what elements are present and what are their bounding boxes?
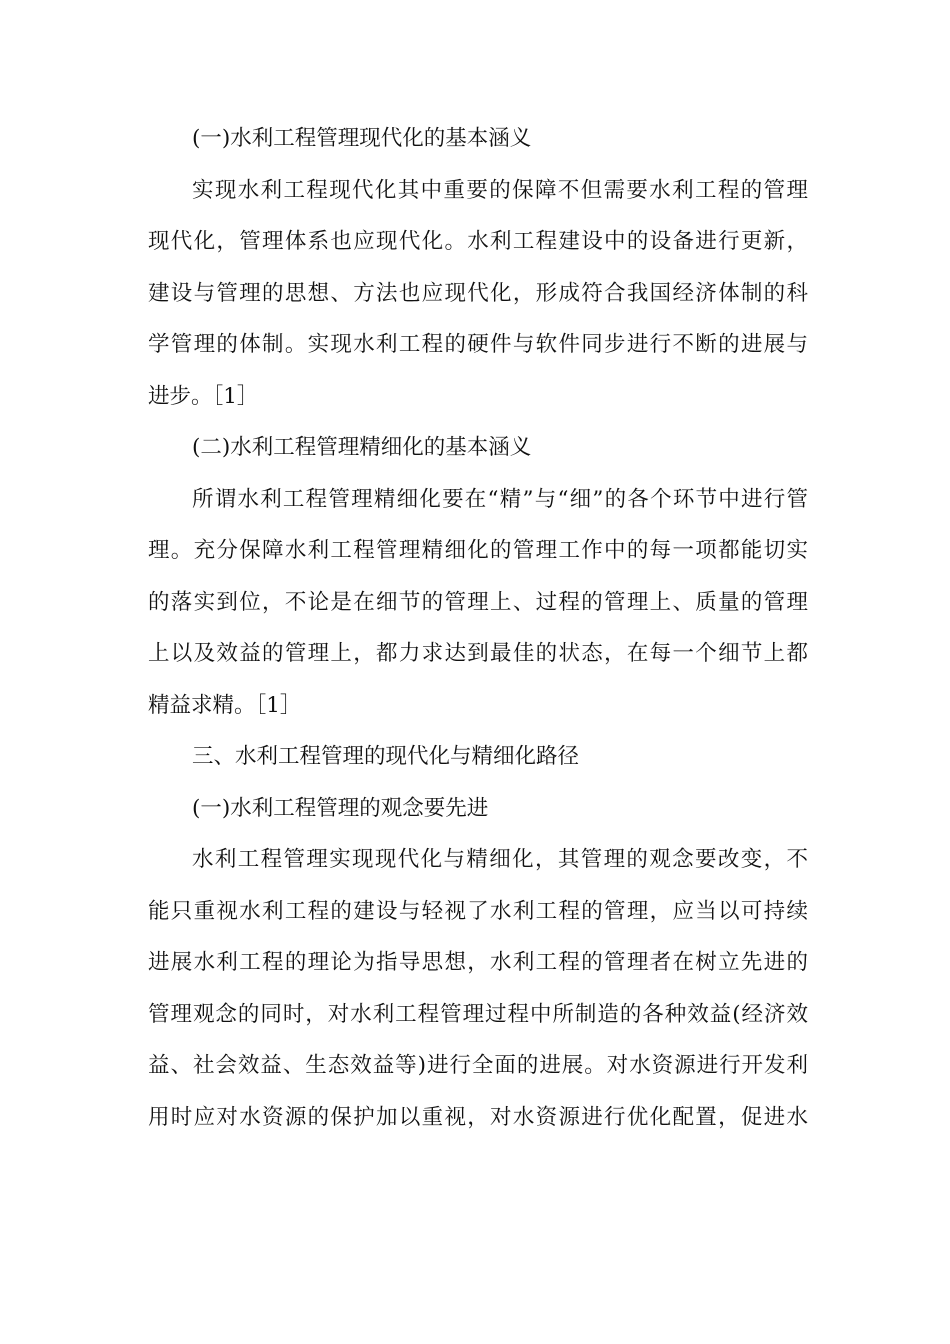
paragraph-line: 实现水利工程现代化其中重要的保障不但需要水利工程的管理 (192, 177, 808, 203)
paragraph-line: 管理观念的同时，对水利工程管理过程中所制造的各种效益(经济效 (148, 1001, 808, 1027)
section-heading-refinement-meaning: (二)水利工程管理精细化的基本涵义 (192, 435, 532, 460)
paragraph-line: 上以及效益的管理上，都力求达到最佳的状态，在每一个细节上都 (148, 641, 808, 666)
paragraph-line: 的落实到位，不论是在细节的管理上、过程的管理上、质量的管理 (148, 589, 808, 615)
paragraph-line: 建设与管理的思想、方法也应现代化，形成符合我国经济体制的科 (148, 280, 808, 306)
paragraph-line: 现代化，管理体系也应现代化。水利工程建设中的设备进行更新， (148, 229, 808, 254)
paragraph-line: 用时应对水资源的保护加以重视，对水资源进行优化配置，促进水 (148, 1104, 808, 1130)
section-heading-modernization-meaning: (一)水利工程管理现代化的基本涵义 (192, 126, 532, 151)
paragraph-line: 学管理的体制。实现水利工程的硬件与软件同步进行不断的进展与 (148, 332, 808, 357)
paragraph-line: 所谓水利工程管理精细化要在“精”与“细”的各个环节中进行管 (192, 486, 808, 512)
paragraph-line: 进步。［1］ (148, 383, 259, 409)
paragraph-line: 进展水利工程的理论为指导思想，水利工程的管理者在树立先进的 (148, 950, 808, 975)
paragraph-line: 益、社会效益、生态效益等)进行全面的进展。对水资源进行开发利 (148, 1053, 808, 1078)
paragraph-line: 精益求精。［1］ (148, 692, 302, 718)
paragraph-line: 能只重视水利工程的建设与轻视了水利工程的管理，应当以可持续 (148, 898, 808, 924)
paragraph-line: 理。充分保障水利工程管理精细化的管理工作中的每一项都能切实 (148, 538, 808, 563)
section-heading-advanced-concepts: (一)水利工程管理的观念要先进 (192, 795, 489, 821)
paragraph-line: 水利工程管理实现现代化与精细化，其管理的观念要改变，不 (192, 847, 808, 872)
document-body (148, 113, 808, 1143)
section-heading-path: 三、水利工程管理的现代化与精细化路径 (192, 744, 580, 769)
